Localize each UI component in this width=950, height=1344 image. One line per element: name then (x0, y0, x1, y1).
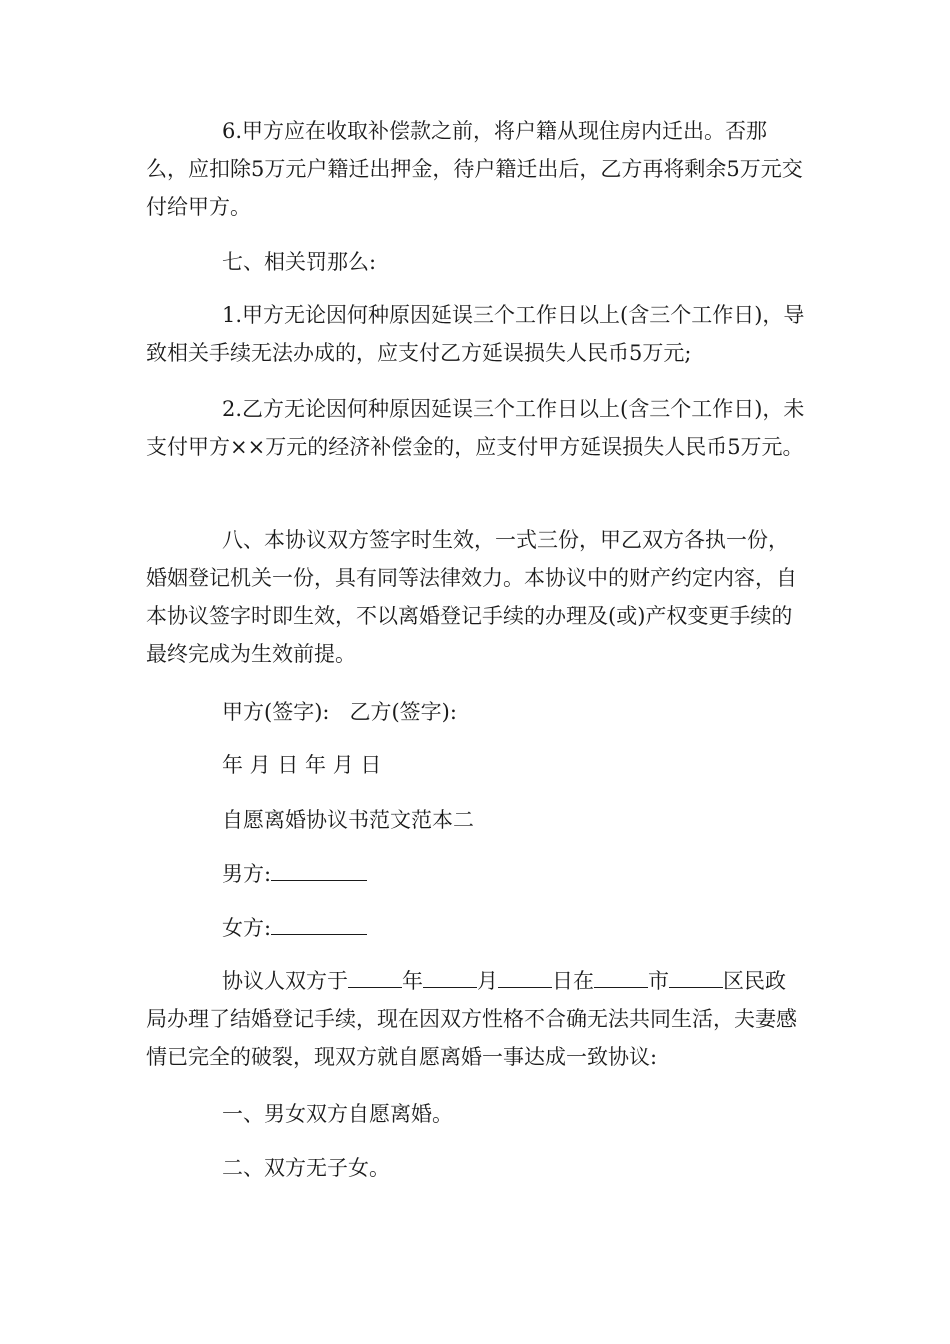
intro-day-label: 日在 (552, 969, 594, 993)
female-party-blank (271, 912, 367, 935)
clause-2: 二、双方无子女。 (222, 1156, 390, 1180)
intro-month-blank (423, 965, 477, 988)
clause-1: 一、男女双方自愿离婚。 (222, 1102, 453, 1126)
section-7-item-2: 2.乙方无论因何种原因延误三个工作日以上(含三个工作日)，未支付甲方××万元的经济补偿金的，应支付甲方延误损失人民币5万元。 (146, 397, 805, 459)
intro-day-blank (498, 965, 552, 988)
intro-prefix: 协议人双方于 (222, 969, 348, 993)
date-line: 年 月 日 年 月 日 (222, 753, 382, 777)
female-party-label: 女方: (222, 916, 272, 940)
intro-district-blank (669, 965, 723, 988)
male-party-line (222, 855, 367, 893)
intro-city-blank (594, 965, 648, 988)
intro-rest: 区民政局办理了结婚登记手续，现在因双方性格不合确无法共同生活，夫妻感情已完全的破裂，现双方就自愿离婚一事达成一致协议: (146, 969, 797, 1069)
intro-year-blank (348, 965, 402, 988)
male-party-blank (271, 858, 367, 881)
paragraph-item-6: 6.甲方应在收取补偿款之前，将户籍从现住房内迁出。否那么，应扣除5万元户籍迁出押金，待户籍迁出后，乙方再将剩余5万元交付给甲方。 (146, 119, 803, 219)
section-8-paragraph: 八、本协议双方签字时生效，一式三份，甲乙双方各执一份，婚姻登记机关一份，具有同等法律效力。本协议中的财产约定内容，自本协议签字时即生效，不以离婚登记手续的办理及(或)产权变更手续的最终完成为生效前提。 (146, 528, 797, 666)
intro-year-label: 年 (402, 969, 423, 993)
sample-2-title: 自愿离婚协议书范文范本二 (222, 808, 474, 832)
intro-month-label: 月 (477, 969, 498, 993)
female-party-line (222, 909, 367, 947)
male-party-label: 男方: (222, 862, 272, 886)
section-7-heading: 七、相关罚那么: (222, 250, 377, 274)
agreement-intro-paragraph (146, 962, 806, 1076)
section-7-item-1: 1.甲方无论因何种原因延误三个工作日以上(含三个工作日)，导致相关手续无法办成的，应支付乙方延误损失人民币5万元; (146, 303, 805, 365)
intro-city-label: 市 (648, 969, 669, 993)
signature-line: 甲方(签字): 乙方(签字): (222, 700, 457, 724)
